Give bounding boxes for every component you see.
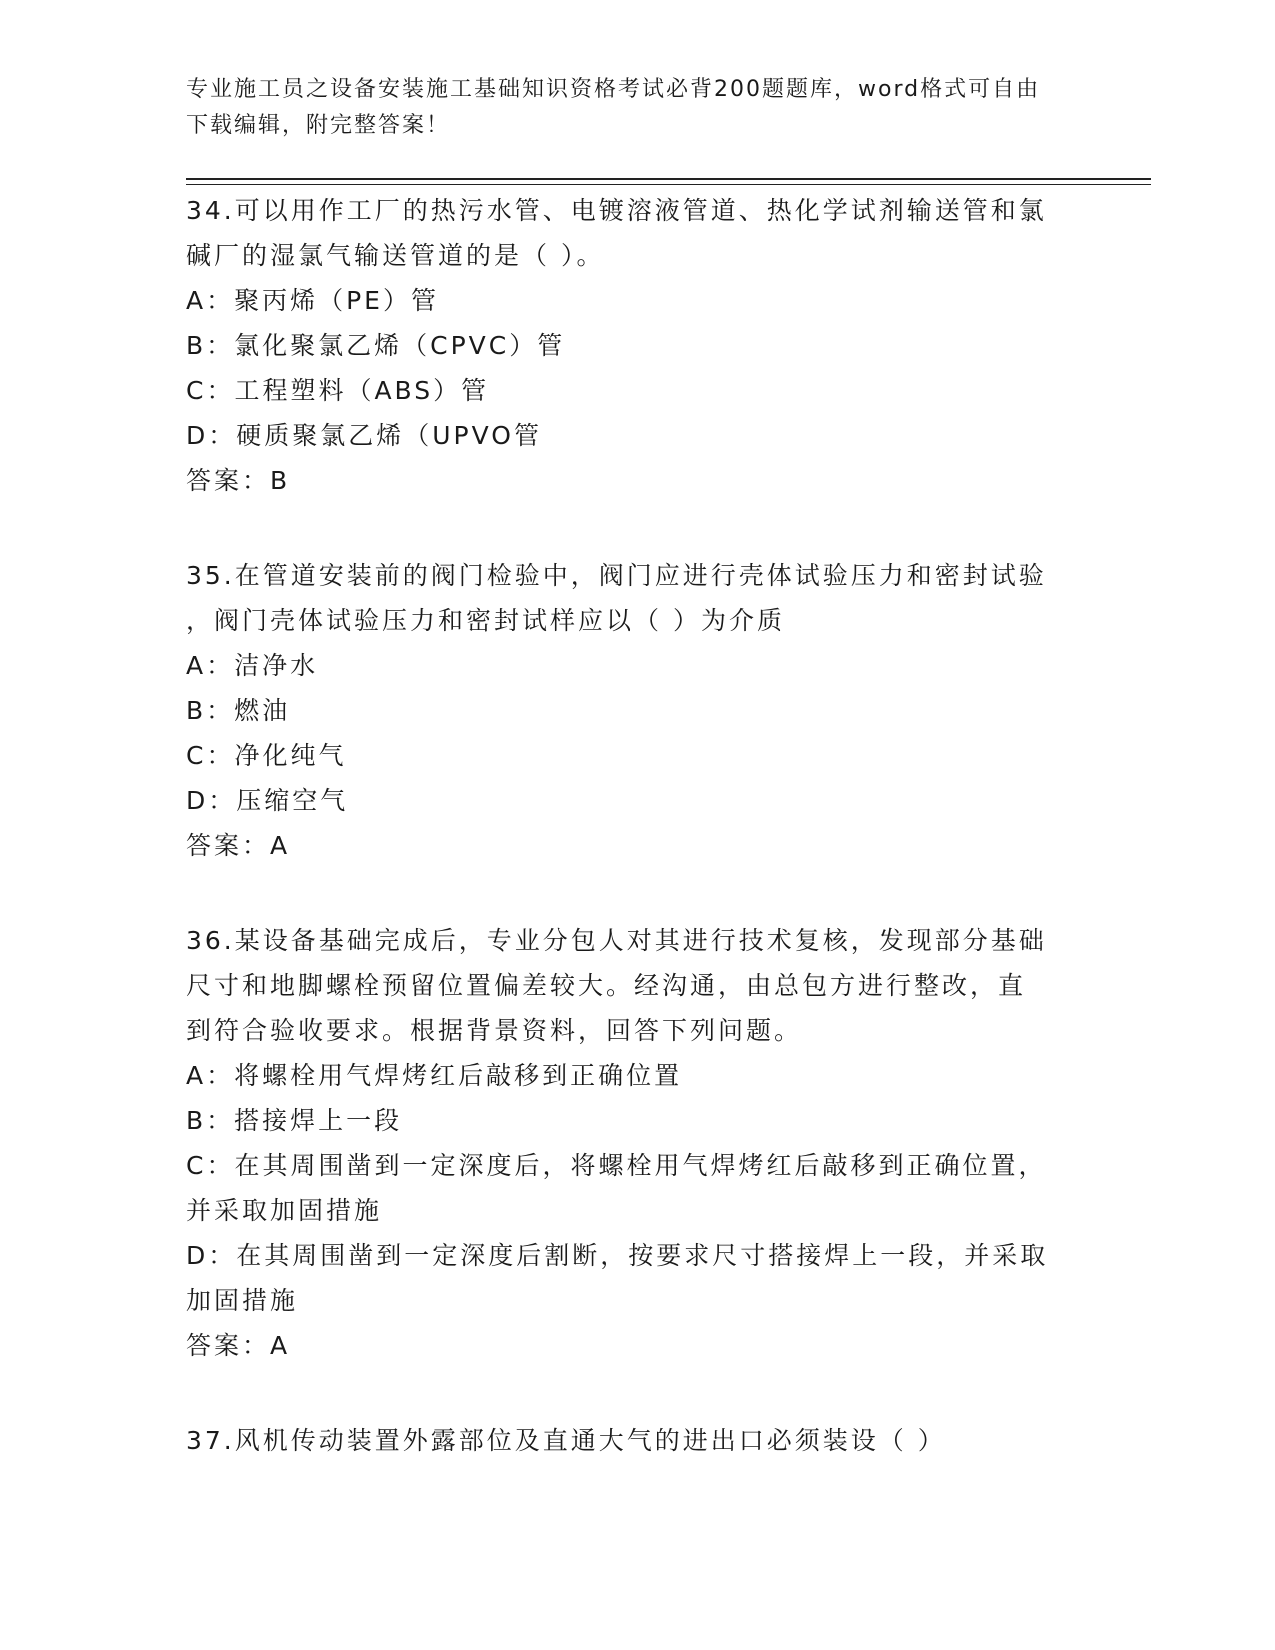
answer-option-line: C：净化纯气 [186, 741, 347, 770]
answer-key: 答案：A [186, 1331, 291, 1360]
answer-option-line: D：硬质聚氯乙烯（UPVO管 [186, 421, 542, 450]
question-block [186, 553, 1066, 868]
answer-option-line: B：搭接焊上一段 [186, 1106, 403, 1135]
answer-option-line: A：洁净水 [186, 651, 319, 680]
question-stem-line: ，阀门壳体试验压力和密封试样应以（ ）为介质 [186, 606, 785, 635]
question-stem-line: 36.某设备基础完成后，专业分包人对其进行技术复核，发现部分基础 [186, 926, 1047, 955]
header-divider-thin [186, 184, 1151, 185]
answer-option-line: D：在其周围凿到一定深度后割断，按要求尺寸搭接焊上一段，并采取 [186, 1241, 1049, 1270]
header-line-2: 下载编辑，附完整答案！ [186, 113, 451, 138]
answer-option-line: 加固措施 [186, 1286, 299, 1315]
answer-option-line: 并采取加固措施 [186, 1196, 383, 1225]
question-block [186, 188, 1066, 503]
answer-option-line: A：聚丙烯（PE）管 [186, 286, 439, 315]
header-line-1: 专业施工员之设备安装施工基础知识资格考试必背200题题库，word格式可自由 [186, 77, 1041, 102]
answer-option-line: B：氯化聚氯乙烯（CPVC）管 [186, 331, 566, 360]
question-stem-line: 35.在管道安装前的阀门检验中，阀门应进行壳体试验压力和密封试验 [186, 561, 1047, 590]
question-stem-line: 尺寸和地脚螺栓预留位置偏差较大。经沟通，由总包方进行整改，直 [186, 971, 1027, 1000]
question-stem-line: 碱厂的湿氯气输送管道的是（ ）。 [186, 241, 605, 270]
answer-option-line: C：在其周围凿到一定深度后，将螺栓用气焊烤红后敲移到正确位置， [186, 1151, 1047, 1180]
question-list [186, 188, 1066, 1513]
answer-key: 答案：B [186, 466, 291, 495]
question-stem-line: 到符合验收要求。根据背景资料，回答下列问题。 [186, 1016, 803, 1045]
question-stem-line: 34.可以用作工厂的热污水管、电镀溶液管道、热化学试剂输送管和氯 [186, 196, 1047, 225]
answer-option-line: D：压缩空气 [186, 786, 349, 815]
question-block [186, 1418, 1066, 1463]
answer-key: 答案：A [186, 831, 291, 860]
document-header [186, 72, 1066, 144]
header-divider-thick [186, 178, 1151, 180]
answer-option-line: A：将螺栓用气焊烤红后敲移到正确位置 [186, 1061, 683, 1090]
answer-option-line: B：燃油 [186, 696, 291, 725]
question-block [186, 918, 1066, 1368]
question-stem-line: 37.风机传动装置外露部位及直通大气的进出口必须装设（ ） [186, 1426, 946, 1455]
answer-option-line: C：工程塑料（ABS）管 [186, 376, 490, 405]
